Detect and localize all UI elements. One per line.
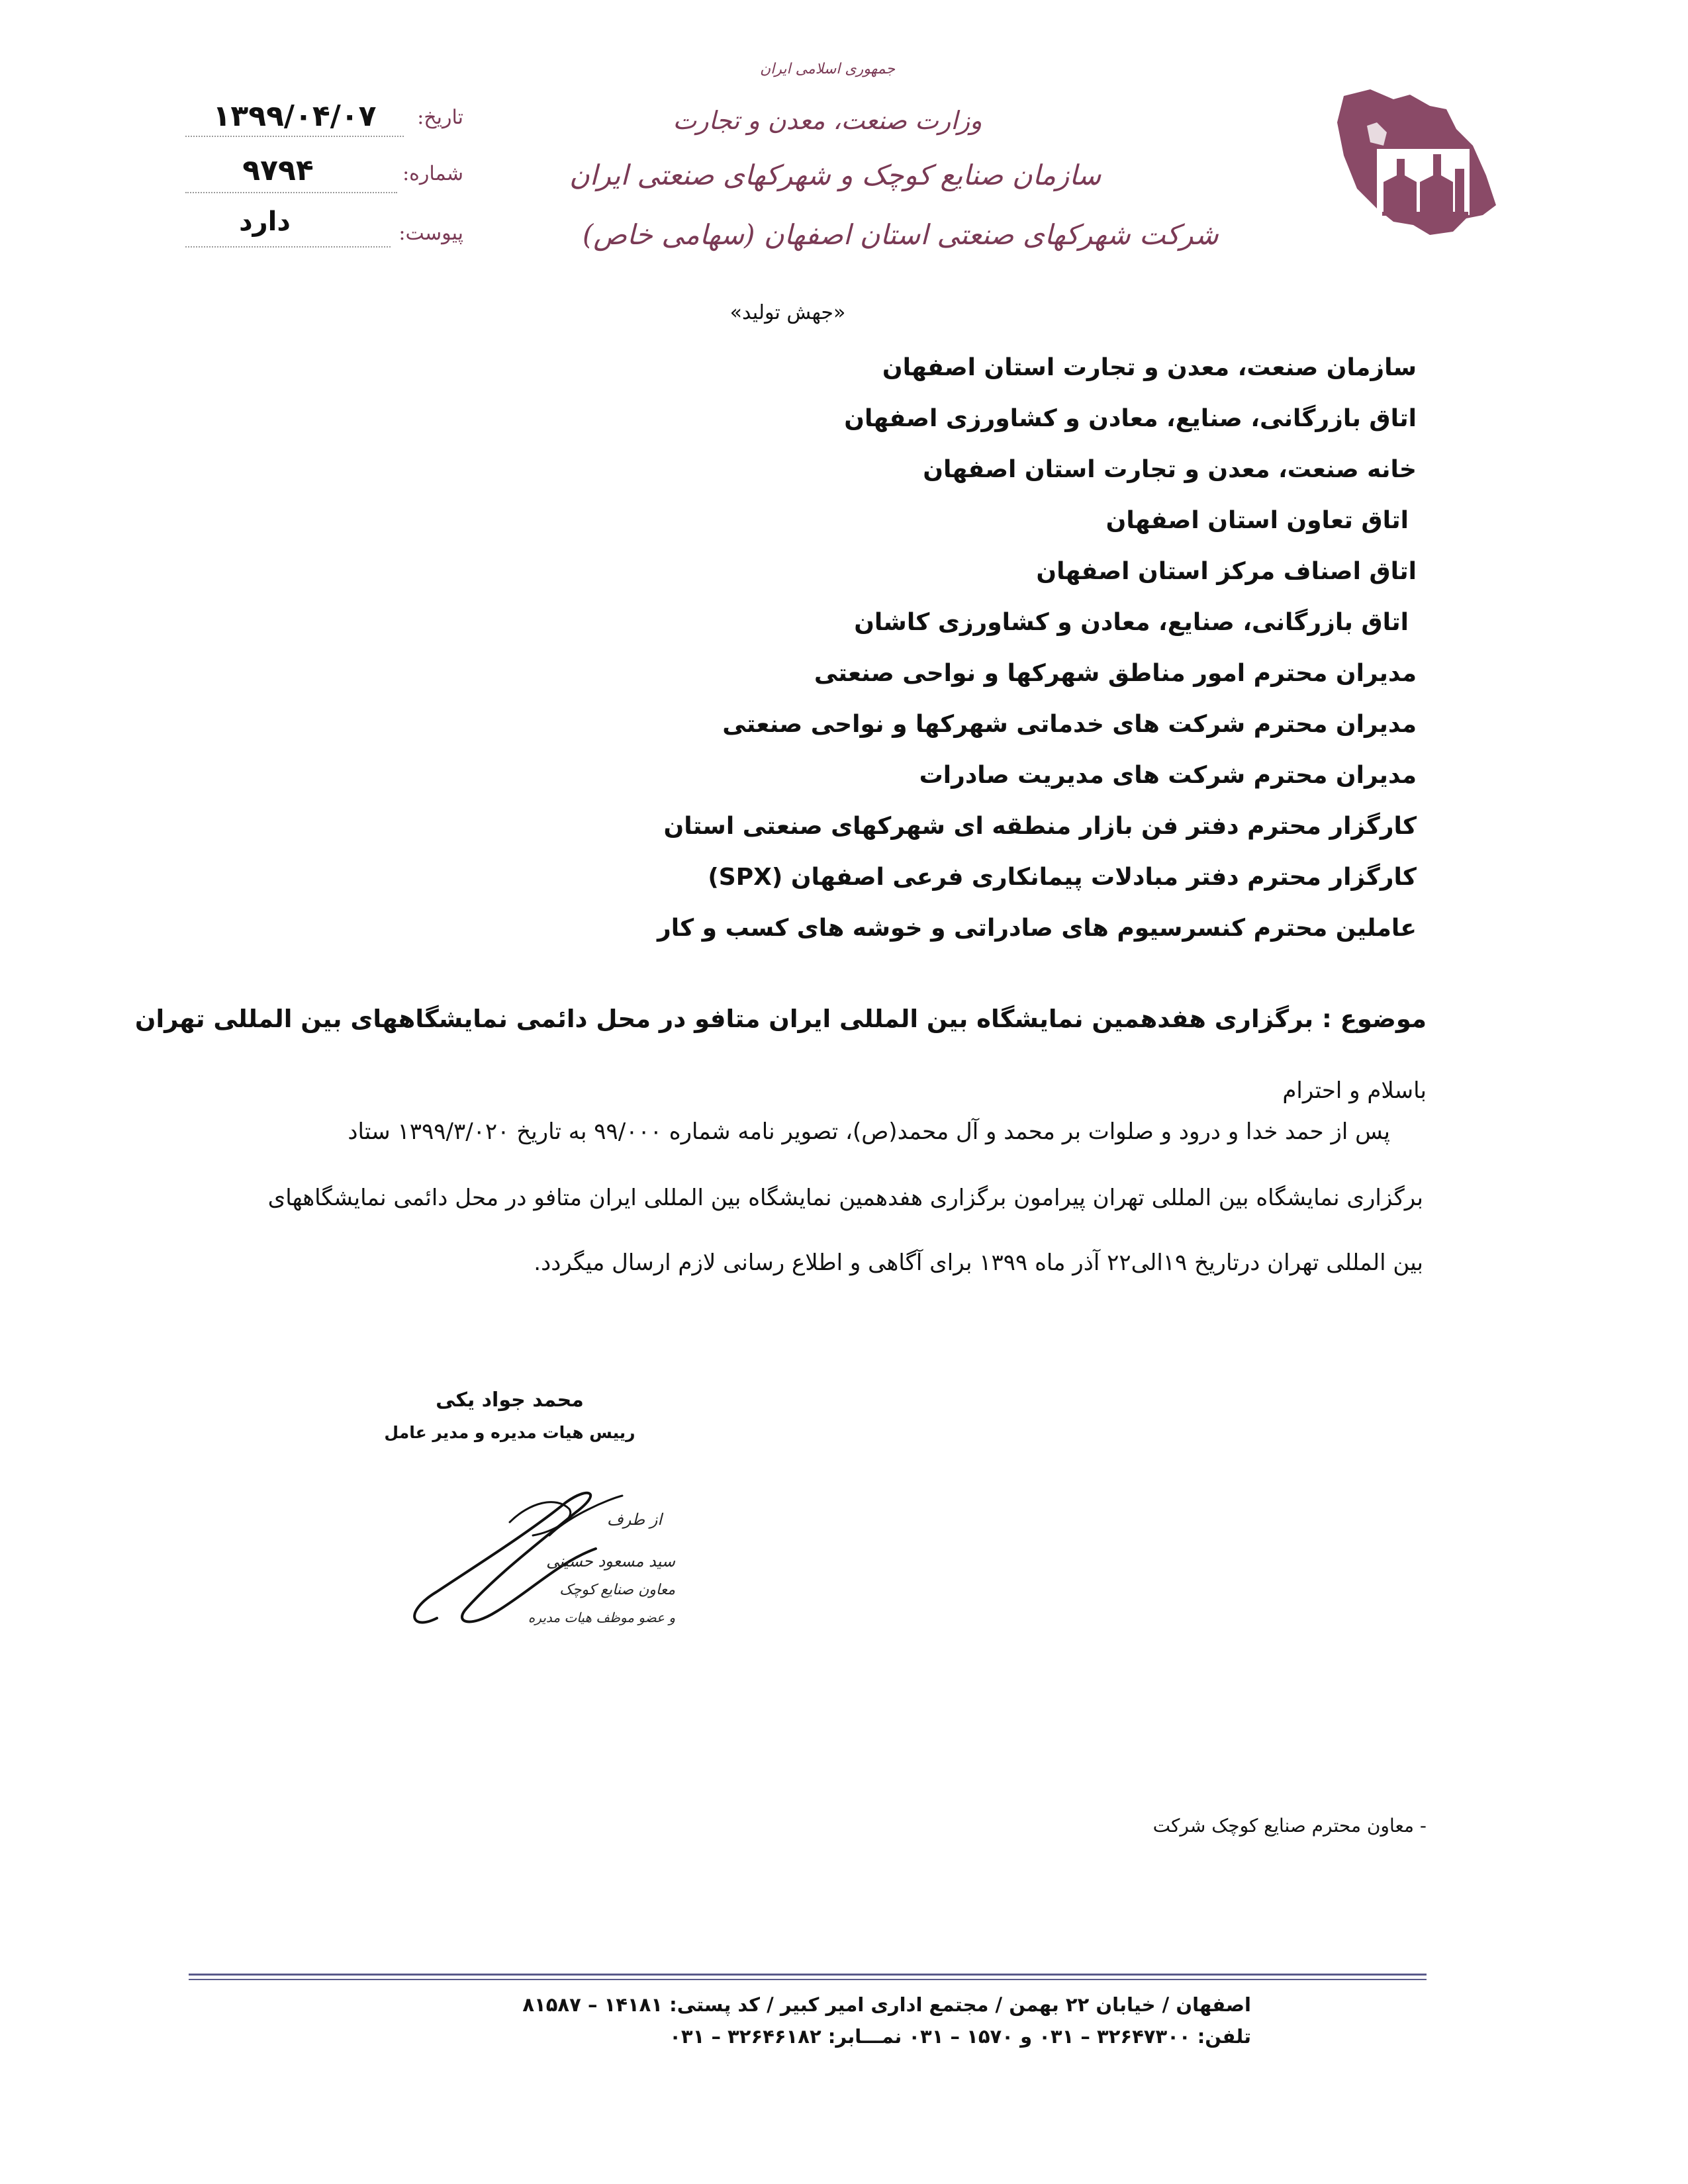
footer-rule-inner bbox=[189, 1979, 1427, 1980]
number-label: شماره: bbox=[402, 162, 463, 185]
recipient-item: سازمان صنعت، معدن و تجارت استان اصفهان bbox=[882, 354, 1417, 381]
number-underline bbox=[185, 192, 397, 193]
recipient-item: کارگزار محترم دفتر فن بازار منطقه ای شهرکهای صنعتی استان bbox=[663, 813, 1417, 840]
body-line: پس از حمد خدا و درود و صلوات بر محمد و آل محمد(ص)، تصویر نامه شماره ۹۹/۰۰۰ به تاریخ ۱۳۹۹/۳/۰۲۰ ستاد bbox=[348, 1118, 1390, 1145]
date-value: ۱۳۹۹/۰۴/۰۷ bbox=[212, 99, 377, 133]
recipient-item: اتاق بازرگانی، صنایع، معادن و کشاورزی کاشان bbox=[854, 609, 1409, 636]
date-label: تاریخ: bbox=[417, 106, 463, 129]
company-logo-icon bbox=[1331, 83, 1503, 242]
recipient-item: عاملین محترم کنسرسیوم های صادراتی و خوشه های کسب و کار bbox=[657, 915, 1417, 942]
attachment-label: پیوست: bbox=[399, 222, 463, 245]
body-line: بین المللی تهران درتاریخ ۱۹الی۲۲ آذر ماه ۱۳۹۹ برای آگاهی و اطلاع رسانی لازم ارسال میگردد. bbox=[534, 1250, 1423, 1276]
letterhead-company: شرکت شهرکهای صنعتی استان اصفهان (سهامی خاص) bbox=[583, 218, 1219, 251]
recipients-list bbox=[159, 354, 1417, 966]
signature-deputy-role: و عضو موظف هیات مدیره bbox=[528, 1610, 675, 1625]
recipient-item: اتاق اصناف مرکز استان اصفهان bbox=[1036, 558, 1417, 585]
signature-deputy-name: سید مسعود حسینی bbox=[546, 1552, 675, 1570]
footer-rule bbox=[189, 1974, 1427, 1976]
letterhead-republic: جمهوری اسلامی ایران bbox=[759, 61, 896, 77]
greeting: باسلام و احترام bbox=[1282, 1077, 1427, 1104]
attachment-underline bbox=[185, 246, 391, 248]
signature-behalf: از طرف bbox=[606, 1510, 662, 1529]
signatory-title: رییس هیات مدیره و مدیر عامل bbox=[384, 1423, 635, 1442]
signatory-name: محمد جواد یکی bbox=[436, 1388, 584, 1412]
number-value: ۹۷۹۴ bbox=[242, 154, 314, 187]
recipient-item: خانه صنعت، معدن و تجارت استان اصفهان bbox=[923, 456, 1417, 483]
letterhead-organization: سازمان صنایع کوچک و شهرکهای صنعتی ایران bbox=[569, 159, 1102, 191]
body-line: برگزاری نمایشگاه بین المللی تهران پیرامون برگزاری هفدهمین نمایشگاه بین المللی ایران متافو در محل دائمی نمایشگاههای bbox=[267, 1185, 1423, 1211]
recipient-item: اتاق تعاون استان اصفهان bbox=[1105, 507, 1409, 534]
recipient-item: مدیران محترم امور مناطق شهرکها و نواحی صنعتی bbox=[814, 660, 1417, 687]
footer-address: اصفهان / خیابان ۲۲ بهمن / مجتمع اداری امیر کبیر / کد پستی: ۱۴۱۸۱ – ۸۱۵۸۷ bbox=[522, 1993, 1251, 2016]
subject-line: موضوع : برگزاری هفدهمین نمایشگاه بین المللی ایران متافو در محل دائمی نمایشگاههای بین المللی تهران bbox=[134, 1005, 1427, 1033]
letterhead-ministry: وزارت صنعت، معدن و تجارت bbox=[673, 106, 982, 135]
signature-deputy-title: معاون صنایع کوچک bbox=[559, 1582, 675, 1598]
footer-phones: تلفن: ۳۲۶۴۷۳۰۰ – ۰۳۱ و ۱۵۷۰ – ۰۳۱ نمـــابر: ۳۲۶۴۶۱۸۲ – ۰۳۱ bbox=[669, 2025, 1251, 2048]
slogan: «جهش تولید» bbox=[729, 301, 846, 324]
recipient-item: اتاق بازرگانی، صنایع، معادن و کشاورزی اصفهان bbox=[844, 405, 1417, 432]
recipient-item: مدیران محترم شرکت های مدیریت صادرات bbox=[919, 762, 1417, 789]
recipient-item: کارگزار محترم دفتر مبادلات پیمانکاری فرعی اصفهان (SPX) bbox=[708, 864, 1417, 891]
attachment-value: دارد bbox=[239, 206, 291, 237]
date-underline bbox=[185, 136, 404, 137]
cc-line: - معاون محترم صنایع کوچک شرکت bbox=[1152, 1815, 1427, 1837]
recipient-item: مدیران محترم شرکت های خدماتی شهرکها و نواحی صنعتی bbox=[722, 711, 1417, 738]
